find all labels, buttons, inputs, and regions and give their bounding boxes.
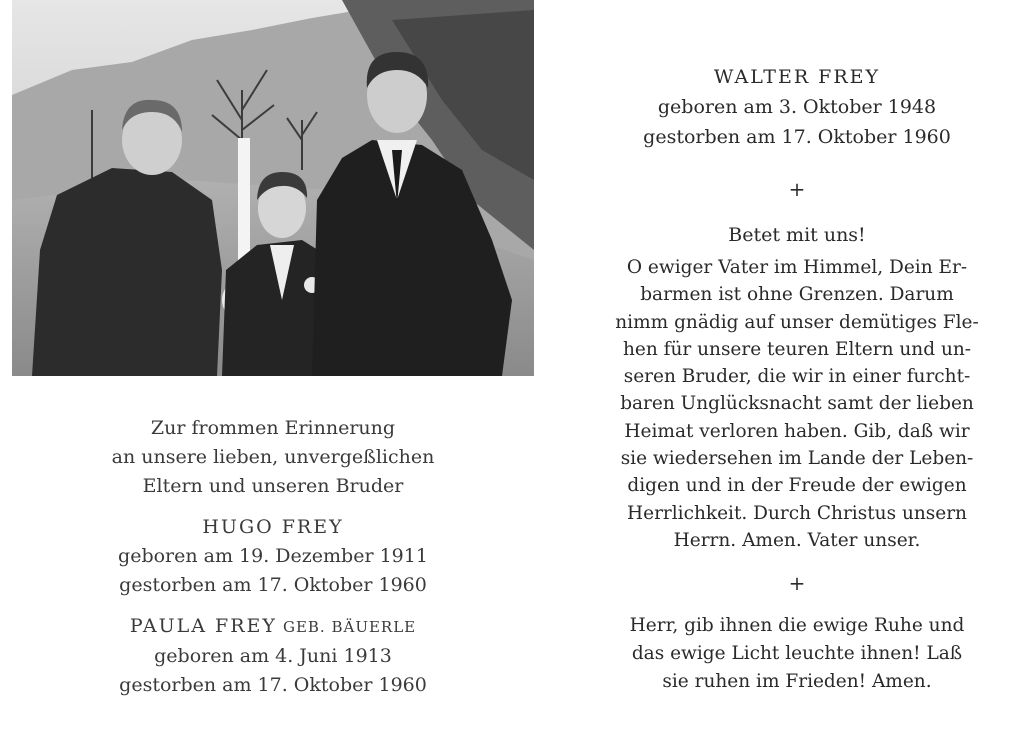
prayer-line: baren Unglücksnacht samt der lieben	[620, 393, 974, 415]
cross-symbol: +	[788, 571, 806, 596]
blessing-line: Herr, gib ihnen die ewige Ruhe und	[629, 615, 965, 637]
family-photo	[12, 0, 534, 376]
prayer-line: O ewiger Vater im Himmel, Dein Er-	[626, 257, 968, 278]
prayer-line: digen und in der Freude der ewigen	[627, 475, 967, 497]
prayer-line: Heimat verloren haben. Gib, daß wir	[624, 420, 970, 442]
paula-died: gestorben am 17. Oktober 1960	[119, 674, 427, 696]
prayer-line: Herrlichkeit. Durch Christus unsern	[627, 502, 967, 524]
blessing-text	[612, 612, 982, 696]
prayer-line: hen für unsere teuren Eltern und un-	[622, 338, 972, 360]
paula-name: PAULA FREY	[129, 615, 277, 637]
cross-symbol: +	[788, 177, 806, 201]
caption-intro-line: an unsere lieben, unvergeßlichen	[111, 446, 435, 468]
paula-name-line	[12, 612, 534, 642]
prayer-title: Betet mit uns!	[728, 224, 866, 246]
prayer-line: seren Bruder, die wir in einer furcht-	[623, 366, 971, 388]
walter-name: WALTER FREY	[713, 66, 881, 88]
hugo-name: HUGO FREY	[202, 516, 344, 538]
prayer-line: sie wiedersehen im Lande der Leben-	[620, 448, 974, 470]
blessing-line: sie ruhen im Frieden! Amen.	[662, 671, 932, 693]
prayer-line: Herrn. Amen. Vater unser.	[673, 529, 921, 551]
hugo-died: gestorben am 17. Oktober 1960	[119, 574, 427, 596]
prayer-text	[612, 254, 982, 554]
caption-intro-line: Zur frommen Erinnerung	[150, 417, 396, 439]
paula-born: geboren am 4. Juni 1913	[154, 645, 392, 667]
prayer-line: nimm gnädig auf unser demütiges Fle-	[615, 311, 979, 333]
right-panel	[612, 62, 982, 696]
paula-maiden-name: GEB. BÄUERLE	[282, 618, 417, 636]
blessing-line: das ewige Licht leuchte ihnen! Laß	[631, 643, 963, 665]
walter-born: geboren am 3. Oktober 1948	[657, 96, 937, 118]
walter-died: gestorben am 17. Oktober 1960	[643, 126, 951, 148]
memorial-caption	[12, 414, 534, 700]
family-photo-illustration	[12, 0, 534, 376]
caption-intro-line: Eltern und unseren Bruder	[142, 475, 404, 497]
hugo-born: geboren am 19. Dezember 1911	[118, 545, 428, 567]
prayer-line: barmen ist ohne Grenzen. Darum	[640, 284, 954, 306]
